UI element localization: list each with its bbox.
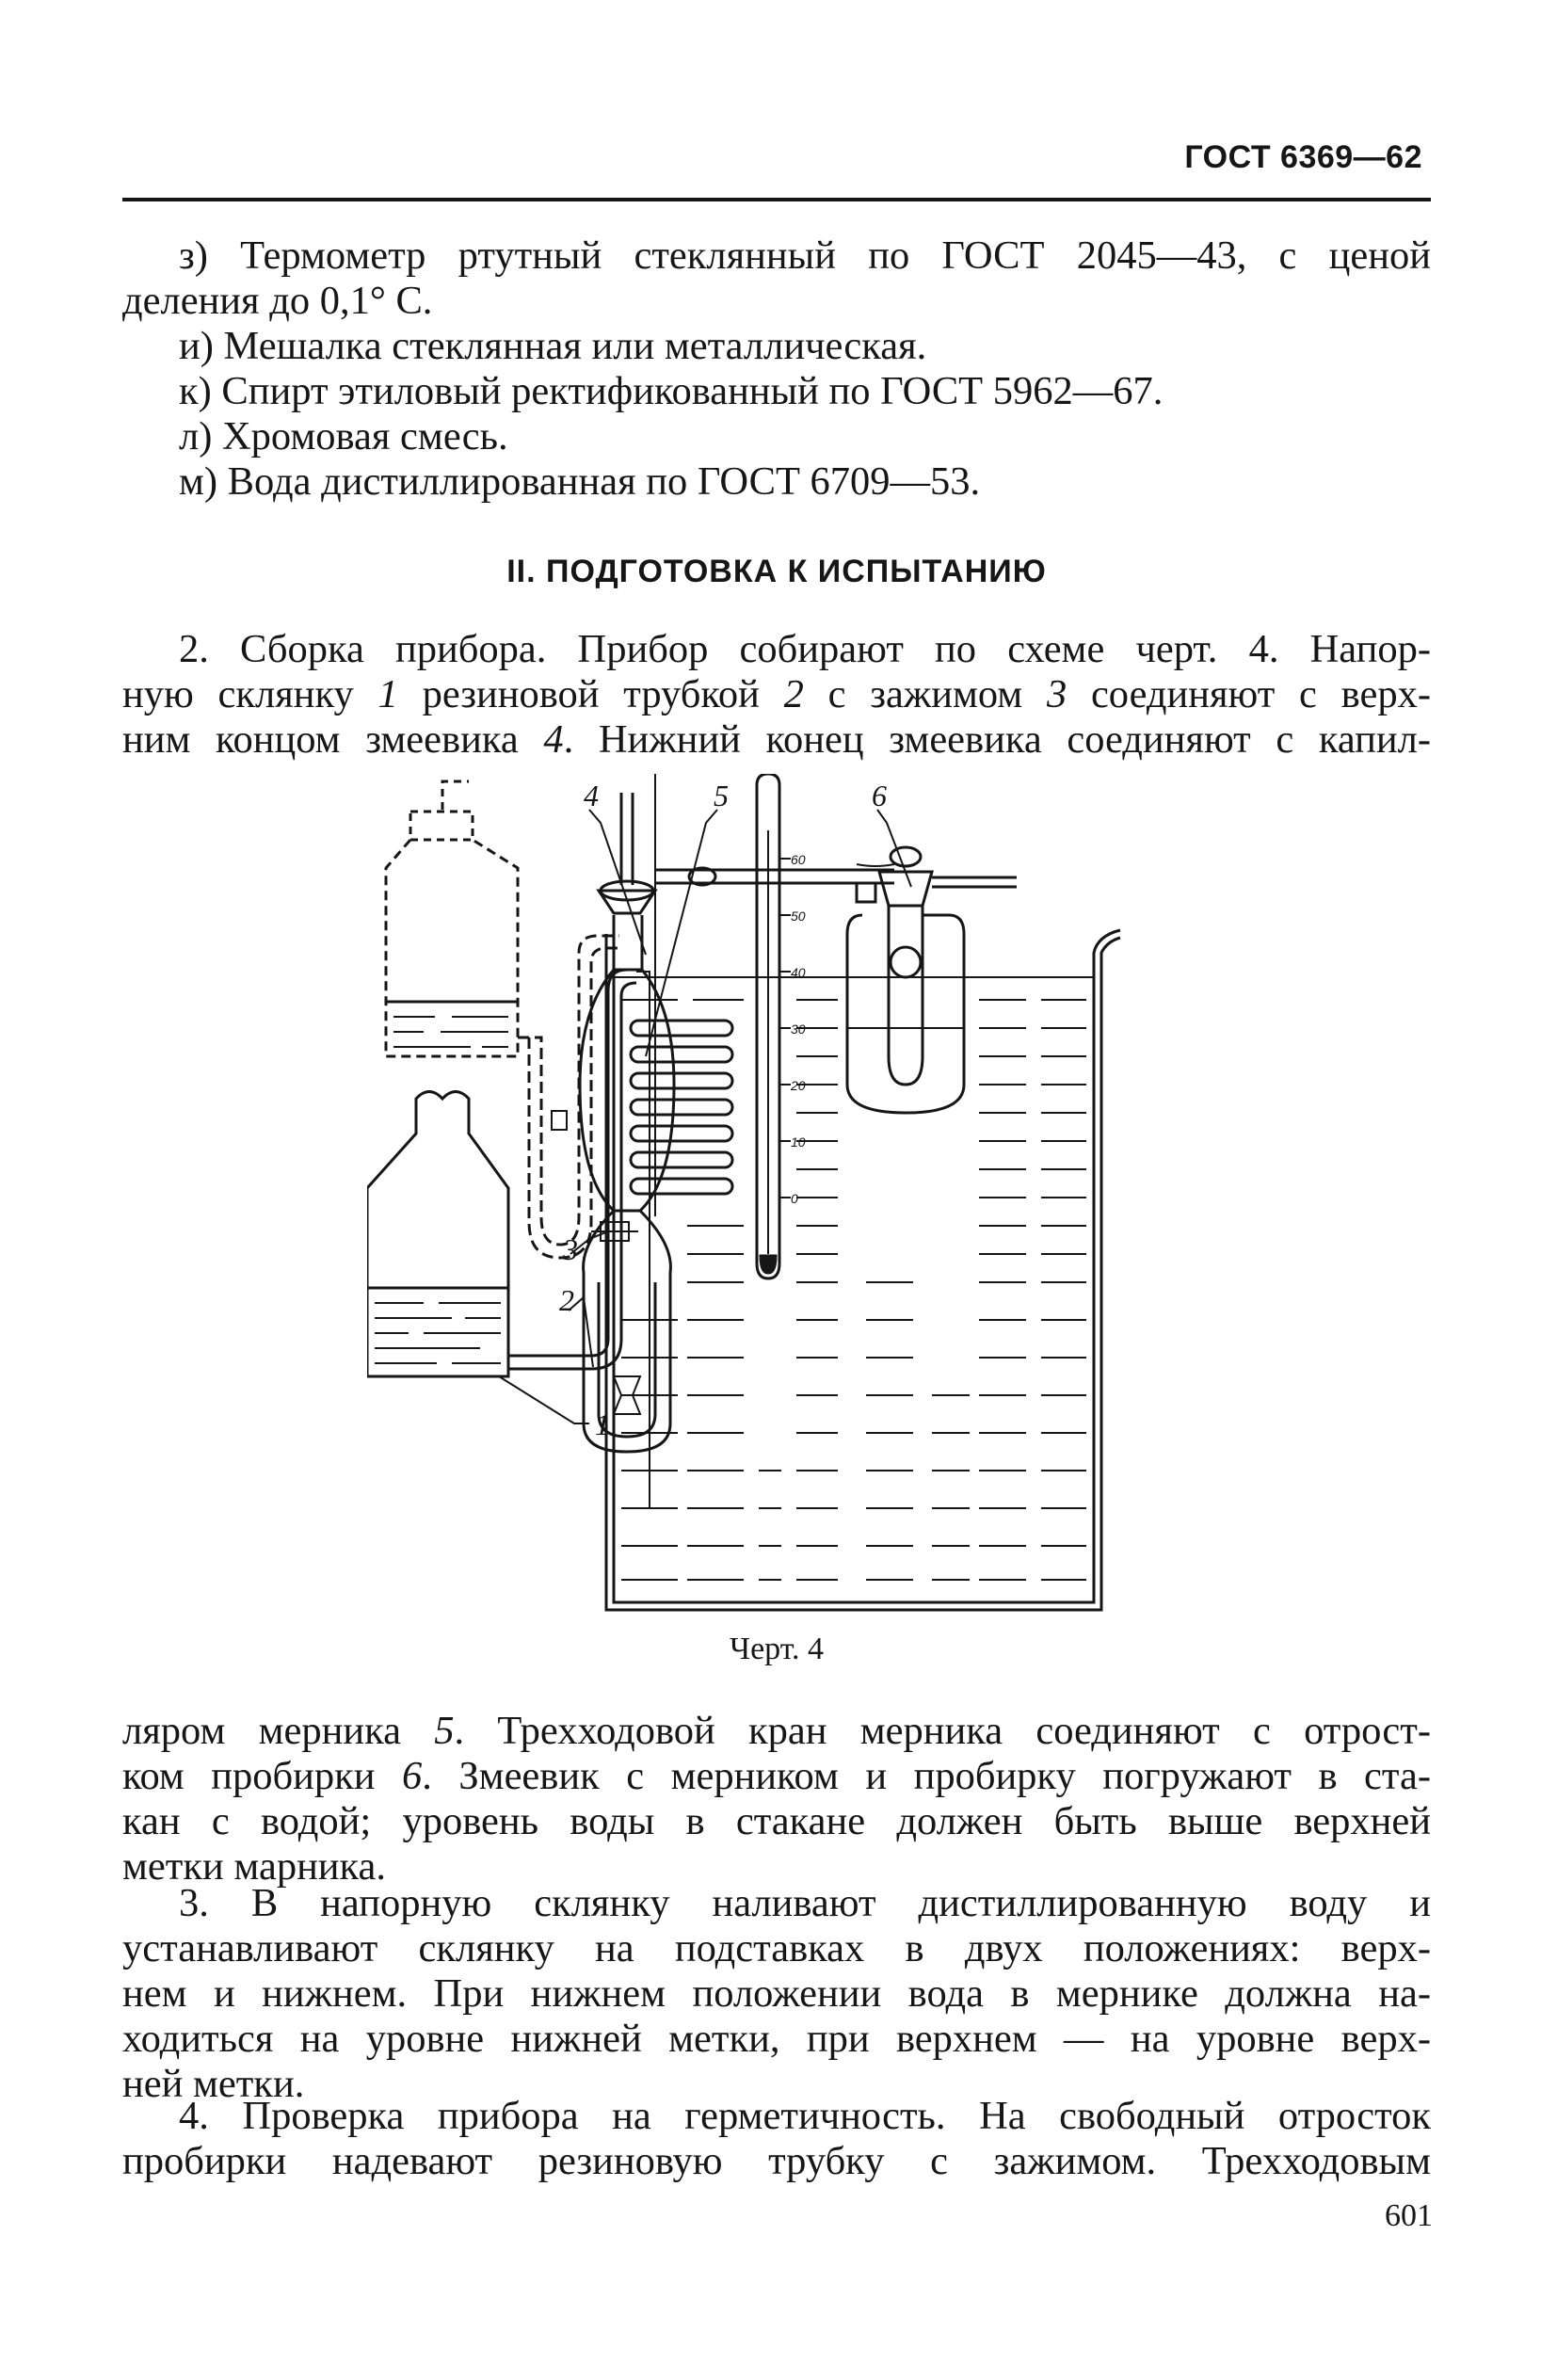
header-rule: [122, 198, 1431, 201]
paragraph-3-line5: ней метки.: [122, 2062, 305, 2106]
thermometer-tick-60: 60: [791, 852, 806, 867]
list-item-i: и) Мешалка стеклянная или металлическая.: [179, 324, 927, 368]
paragraph-2-continued: [122, 1709, 1431, 1890]
paragraph-3-line3: нем и нижнем. При нижнем положении вода в мернике должна на-: [122, 1971, 1431, 2016]
section-heading: II. ПОДГОТОВКА К ИСПЫТАНИЮ: [506, 554, 1047, 589]
label-3: 3: [563, 1232, 578, 1266]
thermometer-tick-20: 20: [791, 1078, 806, 1093]
list-item-z-line1: з) Термометр ртутный стеклянный по ГОСТ 2045—43, с ценой: [179, 233, 1431, 278]
apparatus-diagram: [367, 774, 1196, 1621]
paragraph-4-line2: пробирки надевают резиновую трубку с зажимом. Трехходовым: [122, 2139, 1431, 2183]
list-item-m: м) Вода дистиллированная по ГОСТ 6709—53.: [179, 459, 981, 504]
leader-lines: [499, 810, 911, 1423]
water-hatching: [621, 1000, 1086, 1580]
thermometer-tick-40: 40: [791, 965, 806, 980]
paragraph-3: [122, 1881, 1431, 2107]
list-item-z-line2: деления до 0,1° С.: [122, 279, 433, 323]
paragraph-cont-line4: метки марника.: [122, 1844, 387, 1889]
label-5: 5: [714, 779, 729, 812]
materials-list: [122, 233, 1431, 505]
page-number: 601: [1385, 2198, 1433, 2233]
figure-caption: Черт. 4: [729, 1632, 825, 1666]
paragraph-2-line3: ним концом змеевика 4. Нижний конец змеевика соединяют с капил-: [122, 717, 1432, 762]
paragraph-cont-line1: ляром мерника 5. Трехходовой кран мерника соединяют с отрост-: [122, 1709, 1431, 1753]
thermometer-tick-10: 10: [791, 1134, 806, 1150]
list-item-l: л) Хромовая смесь.: [179, 414, 508, 458]
label-4: 4: [584, 779, 599, 812]
test-tube: [845, 847, 1017, 1113]
label-1: 1: [595, 1407, 610, 1441]
paragraph-3-line2: устанавливают склянку на подставках в двух положениях: верх-: [122, 1926, 1431, 1970]
paragraph-2: [122, 627, 1431, 763]
thermometer-tick-50: 50: [791, 909, 806, 924]
upper-flask: [386, 781, 518, 1056]
paragraph-3-line1: 3. В напорную склянку наливают дистиллированную воду и: [179, 1881, 1431, 1925]
list-item-k: к) Спирт этиловый ректификованный по ГОСТ 5962—67.: [179, 369, 1164, 413]
thermometer: [757, 774, 791, 1278]
thermometer-tick-30: 30: [791, 1021, 806, 1037]
paragraph-cont-line2: ком пробирки 6. Змеевик с мерником и пробирку погружают в ста-: [122, 1754, 1431, 1798]
lower-flask: [367, 1092, 508, 1377]
label-6: 6: [872, 779, 887, 812]
thermometer-tick-0: 0: [791, 1191, 798, 1206]
paragraph-4: [122, 2094, 1431, 2184]
label-2: 2: [559, 1283, 574, 1317]
paragraph-4-line1: 4. Проверка прибора на герметичность. На свободный отросток: [179, 2094, 1431, 2138]
paragraph-2-line2: ную склянку 1 резиновой трубкой 2 с зажимом 3 соединяют с верх-: [122, 672, 1431, 716]
paragraph-3-line4: ходиться на уровне нижней метки, при верхнем — на уровне верх-: [122, 2017, 1431, 2061]
header-standard-code: ГОСТ 6369—62: [1184, 139, 1422, 175]
paragraph-2-line1: 2. Сборка прибора. Прибор собирают по схеме черт. 4. Напор-: [179, 627, 1431, 671]
paragraph-cont-line3: кан с водой; уровень воды в стакане должен быть выше верхней: [122, 1799, 1431, 1843]
